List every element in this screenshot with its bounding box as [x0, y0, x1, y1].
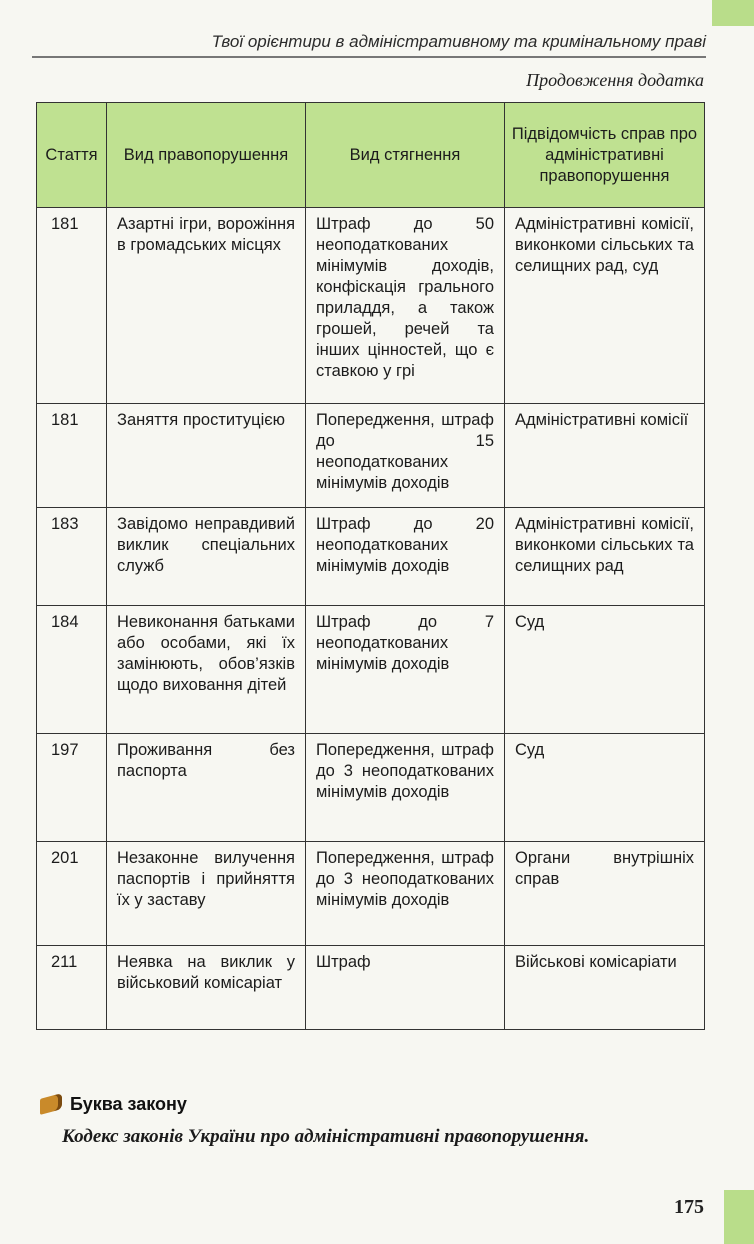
column-header-penalty: Вид стягнення [306, 103, 505, 208]
penalty-cell: Штраф [306, 946, 505, 1030]
jurisdiction-cell: Органи внутрішніх справ [505, 842, 705, 946]
article-cell: 181 [37, 208, 107, 404]
article-cell: 183 [37, 508, 107, 606]
offense-cell: Азартні ігри, ворожіння в громадських місцях [107, 208, 306, 404]
table-row [37, 734, 705, 842]
offense-table [36, 102, 705, 1030]
penalty-cell: Попередження, штраф до 3 неоподаткованих мінімумів доходів [306, 842, 505, 946]
column-header-article: Стаття [37, 103, 107, 208]
table-row [37, 404, 705, 508]
article-cell: 201 [37, 842, 107, 946]
table-row [37, 508, 705, 606]
running-title: Твої орієнтири в адміністративному та кримінальному праві [211, 32, 706, 51]
article-cell: 211 [37, 946, 107, 1030]
article-cell: 181 [37, 404, 107, 508]
penalty-cell: Штраф до 50 неоподаткованих мінімумів доходів, конфіскація грального приладдя, а також грошей, речей та інших цінностей, що є ставкою у грі [306, 208, 505, 404]
table-row [37, 842, 705, 946]
rule-heading [40, 1094, 187, 1115]
jurisdiction-cell: Суд [505, 606, 705, 734]
page-number: 175 [674, 1196, 704, 1218]
article-cell: 184 [37, 606, 107, 734]
rule-heading-text: Буква закону [70, 1094, 187, 1114]
penalty-cell: Попередження, штраф до 3 неоподаткованих мінімумів доходів [306, 734, 505, 842]
offense-cell: Завідомо неправдивий виклик спеціальних служб [107, 508, 306, 606]
corner-tab [712, 0, 754, 26]
penalty-cell: Штраф до 20 неоподаткованих мінімумів доходів [306, 508, 505, 606]
jurisdiction-cell: Військові комісаріати [505, 946, 705, 1030]
offense-cell: Незаконне вилучення паспортів і прийняття їх у заставу [107, 842, 306, 946]
column-header-jurisdiction: Підвідомчість справ про адміністративні правопорушення [505, 103, 705, 208]
table-row [37, 606, 705, 734]
penalty-cell: Попередження, штраф до 15 неоподаткованих мінімумів доходів [306, 404, 505, 508]
offense-cell: Заняття проституцією [107, 404, 306, 508]
table-row [37, 208, 705, 404]
column-header-offense: Вид правопорушення [107, 103, 306, 208]
jurisdiction-cell: Суд [505, 734, 705, 842]
header-rule [32, 56, 706, 58]
jurisdiction-cell: Адміністративні комісії, виконкоми сільських та селищних рад [505, 508, 705, 606]
continuation-label: Продовження додатка [526, 70, 704, 90]
table-header-row [37, 103, 705, 208]
jurisdiction-cell: Адміністративні комісії, виконкоми сільських та селищних рад, суд [505, 208, 705, 404]
offense-cell: Неявка на виклик у військовий комісаріат [107, 946, 306, 1030]
penalty-cell: Штраф до 7 неоподаткованих мінімумів доходів [306, 606, 505, 734]
jurisdiction-cell: Адміністративні комісії [505, 404, 705, 508]
book-icon [40, 1093, 62, 1115]
side-tab [724, 1190, 754, 1244]
article-cell: 197 [37, 734, 107, 842]
offense-cell: Невиконання батьками або особами, які їх замінюють, обов’язків щодо виховання дітей [107, 606, 306, 734]
offense-cell: Проживання без паспорта [107, 734, 306, 842]
rule-text: Кодекс законів України про адміністративні правопорушення. [62, 1126, 590, 1147]
table-row [37, 946, 705, 1030]
